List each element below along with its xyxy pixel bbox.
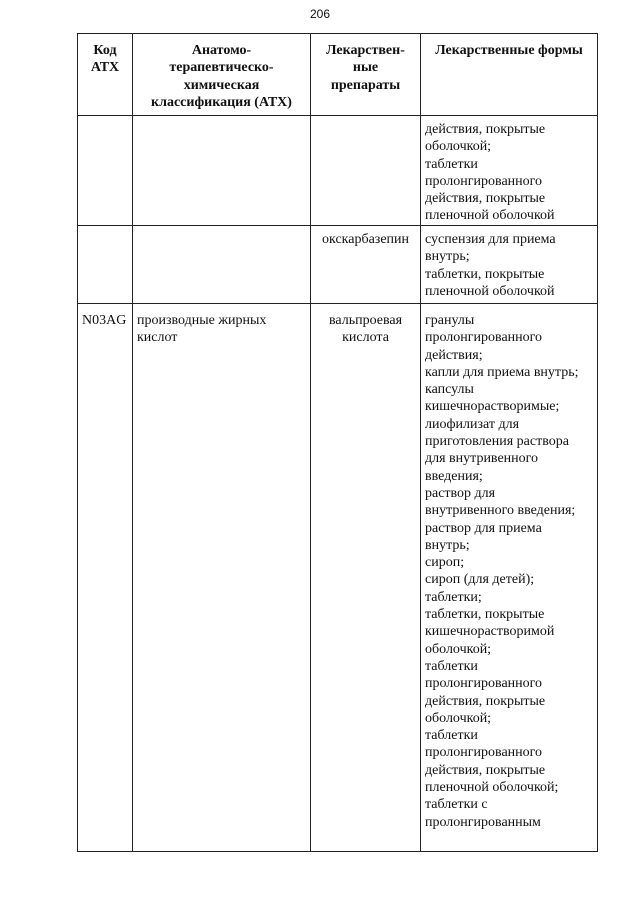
cell-forms bbox=[421, 116, 598, 226]
text-line: таблетки; bbox=[425, 589, 482, 605]
cell-drug bbox=[311, 226, 421, 304]
text-line: ные bbox=[352, 60, 379, 76]
text-line: классификация (АТХ) bbox=[151, 94, 292, 110]
header-code bbox=[78, 34, 133, 116]
cell-classification bbox=[133, 304, 311, 852]
text-line: лиофилизат для bbox=[425, 416, 520, 432]
cell-code bbox=[78, 116, 133, 226]
header-drugs bbox=[311, 34, 421, 116]
text-line: внутрь; bbox=[425, 249, 470, 265]
text-line: таблетки bbox=[425, 728, 478, 744]
text-line: введения; bbox=[425, 468, 483, 484]
text-line: таблетки bbox=[425, 658, 478, 674]
cell-classification bbox=[133, 116, 311, 226]
table-row bbox=[78, 304, 598, 852]
text-line: химическая bbox=[183, 77, 260, 93]
text-line: раствор для bbox=[425, 485, 496, 501]
text-line: пролонгированного bbox=[425, 330, 543, 346]
page-number: 206 bbox=[309, 7, 331, 21]
text-line: приготовления раствора bbox=[425, 434, 569, 450]
cell-forms bbox=[421, 226, 598, 304]
cell-code bbox=[78, 226, 133, 304]
cell-drug bbox=[311, 116, 421, 226]
text-line: гранулы bbox=[425, 313, 475, 328]
text-line: пленочной оболочкой; bbox=[425, 780, 559, 796]
cell-code: N03AG bbox=[78, 304, 133, 852]
cell-forms bbox=[421, 304, 598, 852]
text-line: пролонгированного bbox=[425, 745, 543, 761]
text-line: кишечнорастворимой bbox=[425, 624, 555, 640]
text-line: Код bbox=[93, 43, 117, 58]
text-line: таблетки с bbox=[425, 797, 488, 813]
text-line: Лекарственные формы bbox=[435, 43, 583, 58]
text-line: действия, покрытые bbox=[425, 191, 546, 207]
text-line: капсулы bbox=[425, 382, 474, 398]
text-line: сироп; bbox=[425, 555, 465, 571]
text-line: пленочной оболочкой bbox=[425, 208, 555, 224]
text-line: оболочкой; bbox=[425, 710, 492, 726]
text-line: сироп (для детей); bbox=[425, 572, 535, 588]
text-line: действия; bbox=[425, 347, 483, 363]
text-line: таблетки, покрытые bbox=[425, 266, 545, 282]
text-line: Лекарствен- bbox=[326, 43, 405, 58]
text-line: действия, покрытые bbox=[425, 762, 546, 778]
text-line: таблетки, покрытые bbox=[425, 607, 545, 623]
text-line: препараты bbox=[330, 77, 401, 93]
text-line: суспензия для приема bbox=[425, 232, 556, 247]
text-line: капли для приема внутрь; bbox=[425, 364, 579, 380]
text-line: терапевтическо- bbox=[169, 60, 274, 76]
table-header-row bbox=[78, 34, 598, 116]
text-line: кислот bbox=[137, 330, 178, 346]
text-line: действия, покрытые bbox=[425, 122, 546, 137]
text-line: кишечнорастворимые; bbox=[425, 399, 560, 415]
text-line: таблетки bbox=[425, 156, 478, 172]
text-line: кислота bbox=[342, 330, 389, 346]
text-line: оболочкой; bbox=[425, 139, 492, 155]
text-line: АТХ bbox=[90, 60, 120, 76]
text-line: пленочной оболочкой bbox=[425, 283, 555, 299]
cell-drug bbox=[311, 304, 421, 852]
text-line: внутрь; bbox=[425, 537, 470, 553]
text-line: пролонгированного bbox=[425, 173, 543, 189]
header-forms bbox=[421, 34, 598, 116]
text-line: окскарбазепин bbox=[321, 232, 410, 247]
text-line: производные жирных bbox=[137, 313, 267, 328]
text-line: Анатомо- bbox=[191, 43, 252, 58]
text-line: действия, покрытые bbox=[425, 693, 546, 709]
cell-classification bbox=[133, 226, 311, 304]
text-line: оболочкой; bbox=[425, 641, 492, 657]
text-line: для внутривенного bbox=[425, 451, 539, 467]
table-row bbox=[78, 226, 598, 304]
atx-table bbox=[77, 33, 598, 852]
text-line: внутривенного введения; bbox=[425, 503, 576, 519]
text-line: пролонгированным bbox=[425, 814, 541, 830]
header-classification bbox=[133, 34, 311, 116]
text-line: пролонгированного bbox=[425, 676, 543, 692]
table-row bbox=[78, 116, 598, 226]
text-line: раствор для приема bbox=[425, 520, 542, 536]
text-line: вальпроевая bbox=[328, 313, 403, 328]
